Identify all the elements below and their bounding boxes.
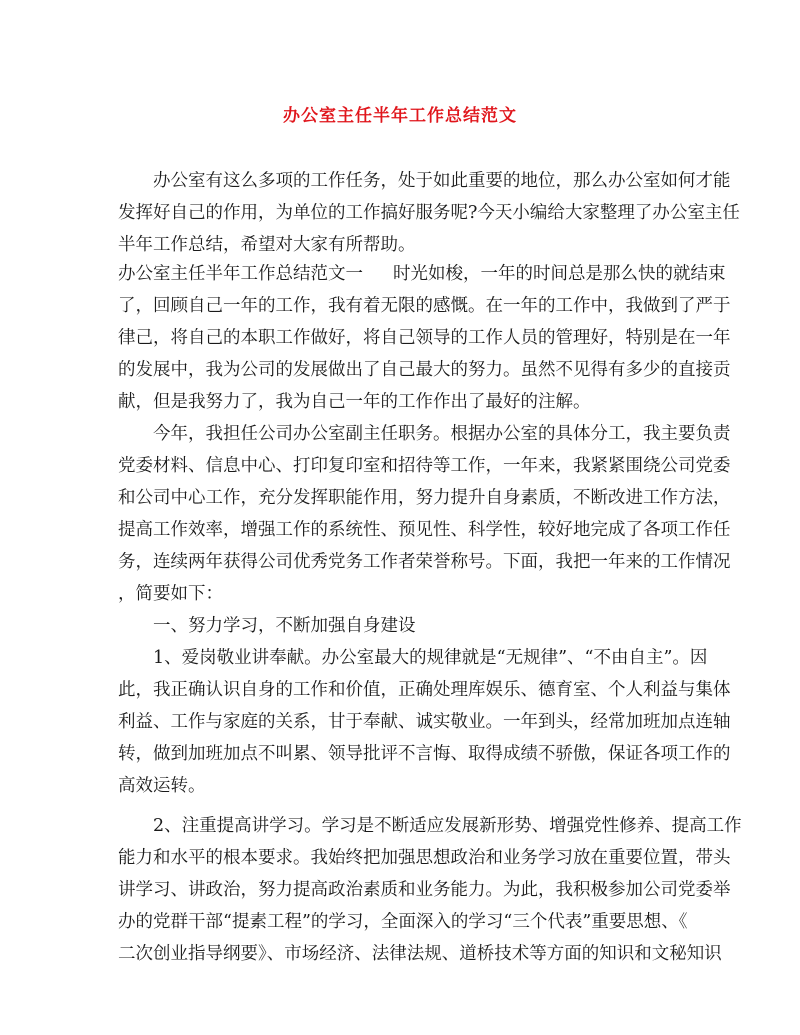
section-body-line-4: 献，但是我努力了，我为自己一年的工作作出了最好的注解。	[118, 392, 591, 412]
intro-line-2: 发挥好自己的作用，为单位的工作搞好服务呢?今天小编给大家整理了办公室主任	[118, 203, 740, 223]
paragraph-2-line-6: ，简要如下：	[118, 584, 223, 604]
paragraph-4-line-1: 2、注重提高讲学习。学习是不断适应发展新形势、增强党性修养、提高工作	[153, 816, 742, 836]
paragraph-3-line-5: 高效运转。	[118, 776, 206, 796]
section-body-line-1: 了，回顾自己一年的工作，我有着无限的感慨。在一年的工作中，我做到了严于	[118, 296, 731, 316]
section-first-line: 时光如梭，一年的时间总是那么快的就结束	[393, 264, 726, 284]
paragraph-4-line-2: 能力和水平的根本要求。我始终把加强思想政治和业务学习放在重要位置，带头	[118, 848, 731, 868]
paragraph-2-line-2: 党委材料、信息中心、打印复印室和招待等工作，一年来，我紧紧围绕公司党委	[118, 456, 731, 476]
heading-1: 一、努力学习，不断加强自身建设	[153, 616, 416, 636]
intro-line-3: 半年工作总结，希望对大家有所帮助。	[118, 235, 416, 255]
section-heading: 办公室主任半年工作总结范文一	[118, 264, 363, 284]
paragraph-4-line-3: 讲学习、讲政治，努力提高政治素质和业务能力。为此，我积极参加公司党委举	[118, 880, 731, 900]
paragraph-2-line-5: 务，连续两年获得公司优秀党务工作者荣誉称号。下面，我把一年来的工作情况	[118, 552, 731, 572]
paragraph-3-line-4: 转，做到加班加点不叫累、领导批评不言悔、取得成绩不骄傲，保证各项工作的	[118, 744, 731, 764]
paragraph-2-line-3: 和公司中心工作，充分发挥职能作用，努力提升自身素质，不断改进工作方法，	[118, 488, 731, 508]
paragraph-3-line-2: 此，我正确认识自身的工作和价值，正确处理库娱乐、德育室、个人利益与集体	[118, 680, 731, 700]
paragraph-4-line-4: 办的党群干部“提素工程”的学习，全面深入的学习“三个代表”重要思想、《	[118, 912, 688, 932]
paragraph-3-line-1: 1、爱岗敬业讲奉献。办公室最大的规律就是“无规律”、“不由自主”。因	[153, 648, 708, 668]
document-title: 办公室主任半年工作总结范文	[283, 106, 517, 126]
paragraph-2-line-1: 今年，我担任公司办公室副主任职务。根据办公室的具体分工，我主要负责	[153, 424, 731, 444]
section-body-line-2: 律己，将自己的本职工作做好，将自己领导的工作人员的管理好，特别是在一年	[118, 328, 731, 348]
intro-line-1: 办公室有这么多项的工作任务，处于如此重要的地位，那么办公室如何才能	[153, 171, 731, 191]
section-body-line-3: 的发展中，我为公司的发展做出了自己最大的努力。虽然不见得有多少的直接贡	[118, 360, 731, 380]
paragraph-4-line-5: 二次创业指导纲要》、市场经济、法律法规、道桥技术等方面的知识和文秘知识	[118, 944, 722, 964]
paragraph-3-line-3: 利益、工作与家庭的关系，甘于奉献、诚实敬业。一年到头，经常加班加点连轴	[118, 712, 731, 732]
section-heading-line	[118, 263, 726, 285]
paragraph-2-line-4: 提高工作效率，增强工作的系统性、预见性、科学性，较好地完成了各项工作任	[118, 520, 731, 540]
